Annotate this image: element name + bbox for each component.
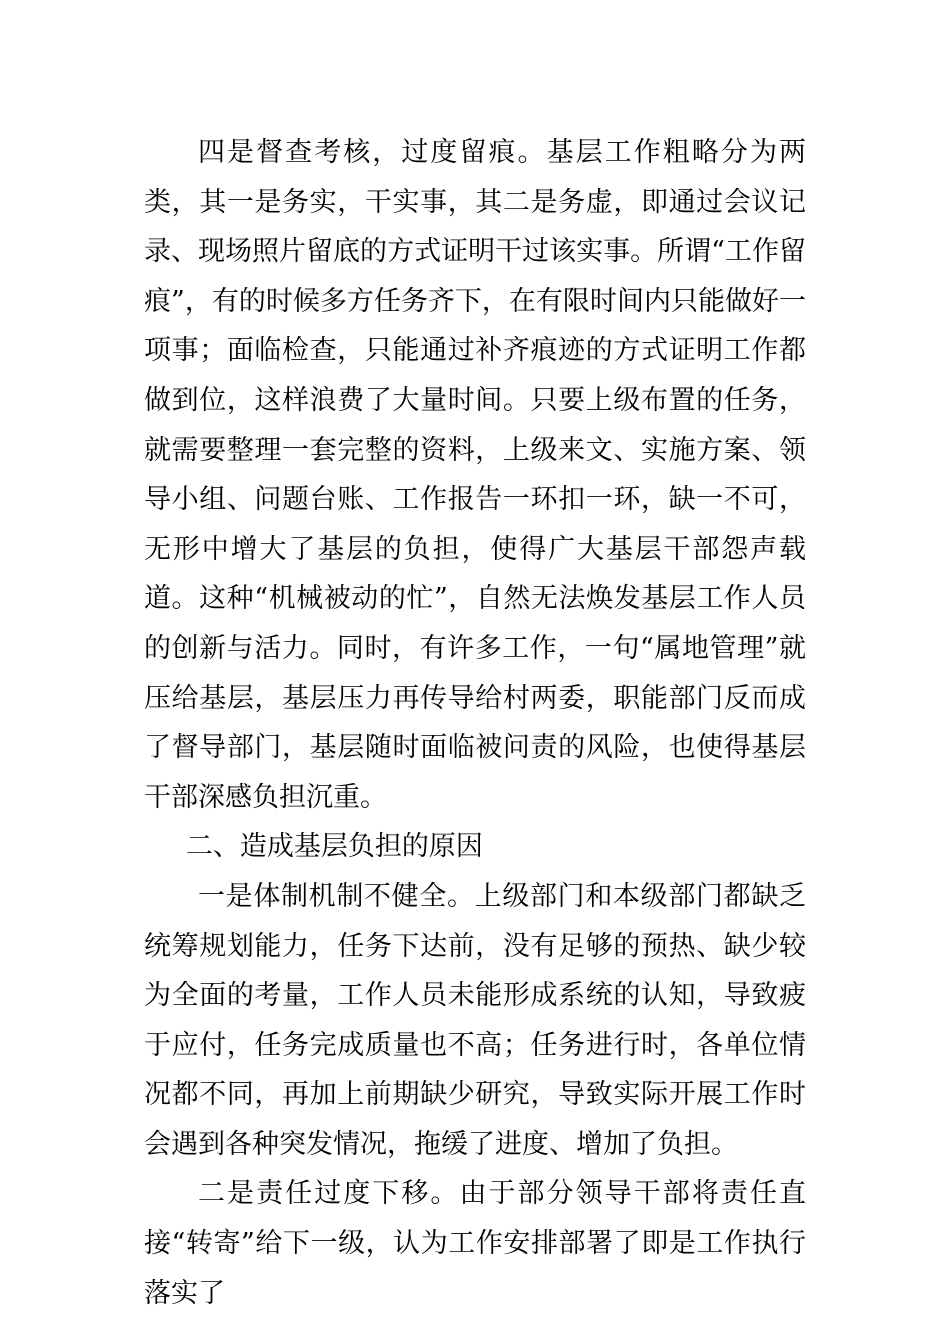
- paragraph-oversight-traces: 四是督查考核，过度留痕。基层工作粗略分为两类，其一是务实，干实事，其二是务虚，即通过会议记录、现场照片留底的方式证明干过该实事。所谓“工作留痕”，有的时候多方任务齐下，在有限时间内只能做好一项事；面临检查，只能通过补齐痕迹的方式证明工作都做到位，这样浪费了大量时间。只要上级布置的任务，就需要整理一套完整的资料，上级来文、实施方案、领导小组、问题台账、工作报告一环扣一环，缺一不可，无形中增大了基层的负担，使得广大基层干部怨声载道。这种“机械被动的忙”，自然无法焕发基层工作人员的创新与活力。同时，有许多工作，一句“属地管理”就压给基层，基层压力再传导给村两委，职能部门反而成了督导部门，基层随时面临被问责的风险，也使得基层干部深感负担沉重。: [144, 137, 806, 813]
- document-body: [144, 128, 806, 1318]
- paragraph-system-mechanism: 一是体制机制不健全。上级部门和本级部门都缺乏统筹规划能力，任务下达前，没有足够的预热、缺少较为全面的考量，工作人员未能形成系统的认知，导致疲于应付，任务完成质量也不高；任务进行时，各单位情况都不同，再加上前期缺少研究，导致实际开展工作时会遇到各种突发情况，拖缓了进度、增加了负担。: [144, 880, 806, 1160]
- paragraph-responsibility-shift: 二是责任过度下移。由于部分领导干部将责任直接“转寄”给下一级，认为工作安排部署了即是工作执行落实了: [144, 1178, 806, 1309]
- section-heading-causes: 二、造成基层负担的原因: [185, 831, 483, 863]
